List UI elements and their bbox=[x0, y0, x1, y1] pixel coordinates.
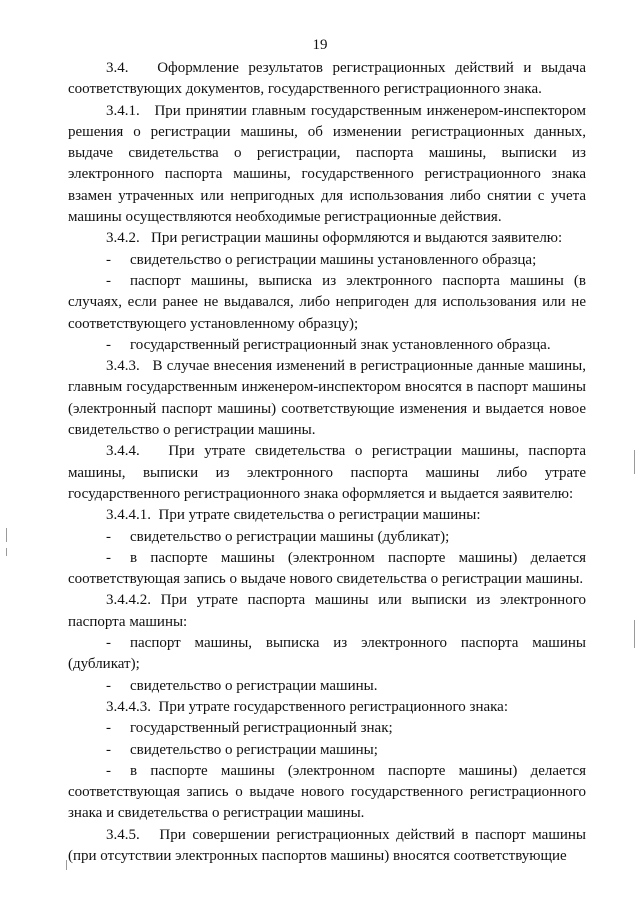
paragraph-text: 3.4.4.2. При утрате паспорта машины или выписки из электронного паспорта машины: bbox=[68, 592, 586, 630]
list-item-text: в паспорте машины (электронном паспорте машины) делается соответствующая запись о выдаче нового государственного регистрационного знака и свидетельства о регистрации машины. bbox=[68, 762, 586, 822]
list-item bbox=[68, 740, 586, 761]
document-body bbox=[68, 58, 586, 867]
scan-artifact-line bbox=[634, 620, 635, 648]
list-item bbox=[68, 761, 586, 825]
list-item bbox=[68, 633, 586, 676]
dash-marker: - bbox=[106, 251, 111, 268]
list-item bbox=[68, 527, 586, 548]
list-item-text: свидетельство о регистрации машины установленного образца; bbox=[130, 251, 537, 268]
dash-marker: - bbox=[106, 272, 111, 289]
scan-artifact-line bbox=[6, 548, 7, 556]
list-item-text: государственный регистрационный знак установленного образца. bbox=[130, 336, 551, 353]
list-item-text: паспорт машины, выписка из электронного паспорта машины (дубликат); bbox=[68, 635, 586, 673]
list-item bbox=[68, 271, 586, 335]
paragraph-3-4-5 bbox=[68, 825, 586, 868]
paragraph-3-4-2 bbox=[68, 228, 586, 249]
scan-artifact-line bbox=[66, 860, 67, 870]
dash-marker: - bbox=[106, 762, 111, 779]
dash-marker: - bbox=[106, 741, 111, 758]
paragraph-text: 3.4.4.1. При утрате свидетельства о регистрации машины: bbox=[106, 507, 481, 524]
paragraph-3-4-4-3 bbox=[68, 697, 586, 718]
dash-marker: - bbox=[106, 336, 111, 353]
paragraph-text: 3.4.2. При регистрации машины оформляются и выдаются заявителю: bbox=[106, 230, 563, 247]
page-number: 19 bbox=[312, 37, 328, 53]
dash-marker: - bbox=[106, 549, 111, 566]
list-item bbox=[68, 548, 586, 591]
paragraph-text: 3.4. Оформление результатов регистрационных действий и выдача соответствующих документов, государственного регистрационного знака. bbox=[68, 60, 586, 98]
list-item-text: государственный регистрационный знак; bbox=[130, 720, 393, 737]
paragraph-3-4-4-1 bbox=[68, 505, 586, 526]
paragraph-3-4-4 bbox=[68, 441, 586, 505]
list-item bbox=[68, 718, 586, 739]
scan-artifact-line bbox=[6, 528, 7, 542]
list-item-text: свидетельство о регистрации машины. bbox=[130, 677, 378, 694]
paragraph-3-4-1 bbox=[68, 101, 586, 229]
paragraph-text: 3.4.4.3. При утрате государственного регистрационного знака: bbox=[106, 698, 509, 715]
list-item-text: паспорт машины, выписка из электронного паспорта машины (в случаях, если ранее не выдавался, либо непригоден для использования или не соответствующего установленному образцу); bbox=[68, 272, 586, 332]
paragraph-3-4-4-2 bbox=[68, 590, 586, 633]
dash-marker: - bbox=[106, 635, 111, 652]
dash-marker: - bbox=[106, 528, 111, 545]
list-item-text: в паспорте машины (электронном паспорте машины) делается соответствующая запись о выдаче нового свидетельства о регистрации машины. bbox=[68, 549, 586, 588]
list-item-text: свидетельство о регистрации машины (дубликат); bbox=[130, 528, 450, 545]
dash-marker: - bbox=[106, 677, 111, 694]
paragraph-3-4-3 bbox=[68, 356, 586, 441]
list-item bbox=[68, 335, 586, 356]
paragraph-3-4 bbox=[68, 58, 586, 101]
dash-marker: - bbox=[106, 720, 111, 737]
paragraph-text: 3.4.3. В случае внесения изменений в регистрационные данные машины, главным государственным инженером-инспектором вносятся в паспорт машины (электронный паспорт машины) соответствующие изменения и выдается новое свидетельство о регистрации машины. bbox=[68, 358, 586, 439]
list-item bbox=[68, 676, 586, 697]
paragraph-text: 3.4.1. При принятии главным государственным инженером-инспектором решения о регистрации машины, об изменении регистрационных данных, выдаче свидетельства о регистрации, паспорта машины, выписки из электронного паспорта машины, государственного регистрационного знака взамен утраченных или непригодных для использования либо снятии с учета машины осуществляются необходимые регистрационные действия. bbox=[68, 102, 586, 226]
paragraph-text: 3.4.5. При совершении регистрационных действий в паспорт машины (при отсутствии электронных паспортов машины) вносятся соответствующие bbox=[68, 826, 586, 864]
paragraph-text: 3.4.4. При утрате свидетельства о регистрации машины, паспорта машины, выписки из электронного паспорта машины либо утрате государственного регистрационного знака оформляется и выдается заявителю: bbox=[68, 443, 586, 502]
list-item-text: свидетельство о регистрации машины; bbox=[130, 741, 378, 758]
list-item bbox=[68, 250, 586, 271]
scan-artifact-line bbox=[634, 450, 635, 474]
